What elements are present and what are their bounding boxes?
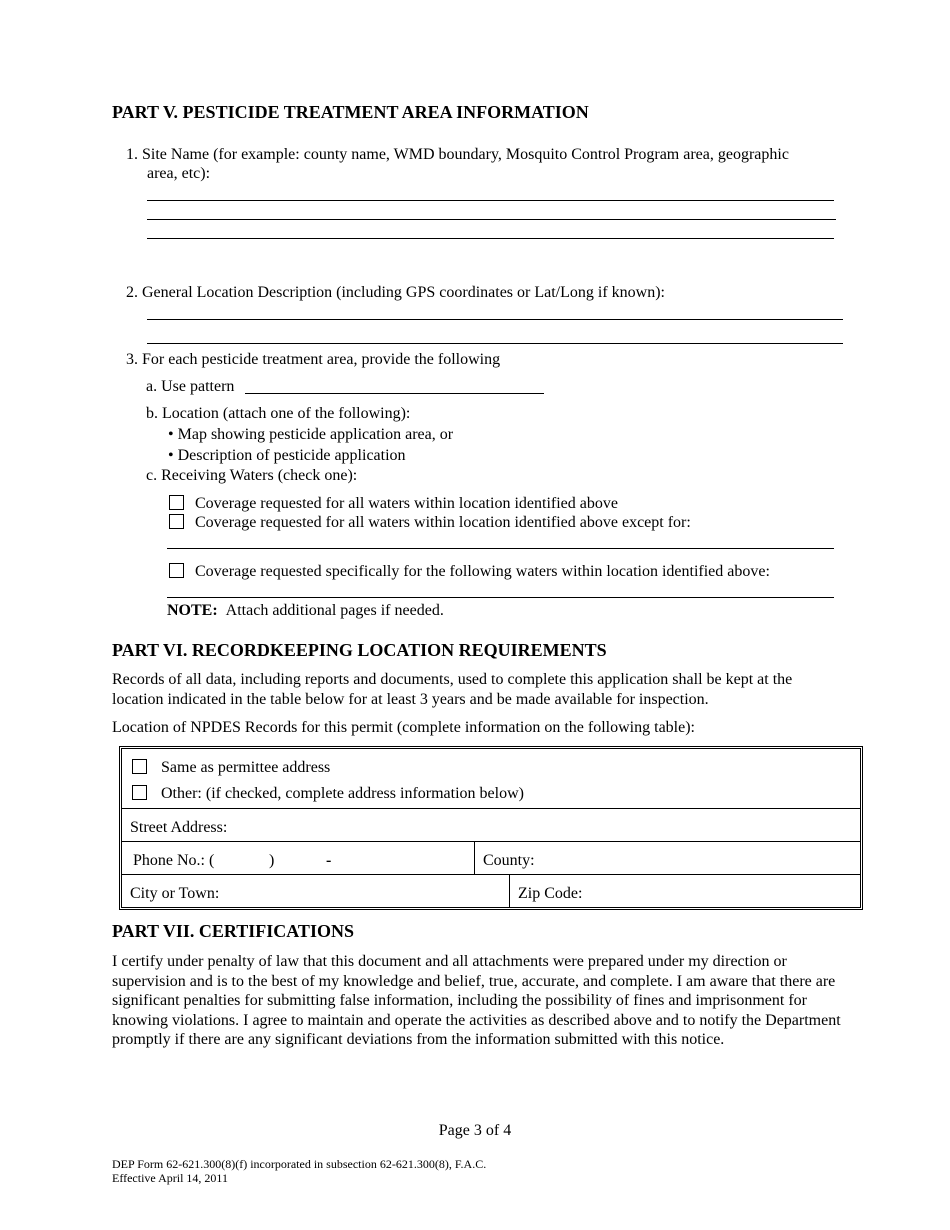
receiving-waters-label: c. Receiving Waters (check one): [146,467,358,484]
phone-label: Phone No.: ( [133,852,215,869]
same-as-permittee-checkbox[interactable] [132,759,147,774]
table-cell-divider [474,841,475,874]
page-number: Page 3 of 4 [438,1122,512,1139]
item1-label-continued: area, etc): [147,165,211,182]
note [167,601,444,620]
note-label: NOTE: [167,602,218,619]
table-cell-divider [509,874,510,907]
all-waters-label: Coverage requested for all waters within location identified above [195,495,618,512]
bullet-description-text: Description of pesticide application [177,447,406,464]
specific-waters-label: Coverage requested specifically for the following waters within location identified above: [195,563,770,580]
same-as-permittee-label: Same as permittee address [161,759,331,776]
phone-close-paren: ) [269,852,275,869]
certification-paragraph: I certify under penalty of law that this document and all attachments were prepared under my direction or supervision and is to the best of my knowledge and belief, true, accurate, and complete. I am aware that there are significant penalties for submitting false information, including the possibility of fines and imprisonment for knowing violations. I agree to maintain and operate the activities as described above and to notify the Department promptly if there are any significant deviations from the information submitted with this notice. [112,953,841,1048]
street-address-label: Street Address: [130,819,228,836]
records-paragraph: Records of all data, including reports and documents, used to complete this application shall be kept at the location indicated in the table below for at least 3 years and be made available for inspection. [112,671,793,708]
part6-heading: PART VI. RECORDKEEPING LOCATION REQUIREMENTS [112,640,607,660]
part5-heading: PART V. PESTICIDE TREATMENT AREA INFORMATION [112,102,589,122]
site-name-line-1[interactable] [147,200,834,201]
location-description-line-2[interactable] [147,343,843,344]
location-attach-label: b. Location (attach one of the following): [146,405,411,422]
table-divider [122,841,860,842]
item2-label: 2. General Location Description (including GPS coordinates or Lat/Long if known): [126,284,665,301]
records-location-table [119,746,863,910]
site-name-line-3[interactable] [147,238,834,239]
npdes-records-label: Location of NPDES Records for this permit (complete information on the following table): [112,719,695,736]
specific-waters-line[interactable] [167,597,834,598]
phone-dash: - [326,852,332,869]
item3-label: 3. For each pesticide treatment area, provide the following [126,351,501,368]
site-name-line-2[interactable] [147,219,836,220]
part7-heading: PART VII. CERTIFICATIONS [112,921,354,941]
bullet-description: • Description of pesticide application [168,447,406,464]
bullet-map: • Map showing pesticide application area, or [168,426,454,443]
form-citation: DEP Form 62-621.300(8)(f) incorporated in subsection 62-621.300(8), F.A.C. [112,1157,487,1171]
zip-label: Zip Code: [518,885,583,902]
other-address-label: Other: (if checked, complete address information below) [161,785,524,802]
item1-label: 1. Site Name (for example: county name, WMD boundary, Mosquito Control Program area, geographic [126,146,789,163]
all-waters-checkbox[interactable] [169,495,184,510]
effective-date: Effective April 14, 2011 [112,1171,228,1185]
all-waters-except-label: Coverage requested for all waters within location identified above except for: [195,514,691,531]
use-pattern-label: a. Use pattern [146,378,235,395]
use-pattern-line[interactable] [245,393,544,394]
table-divider [122,808,860,809]
county-label: County: [483,852,535,869]
except-waters-line[interactable] [167,548,834,549]
location-description-line-1[interactable] [147,319,843,320]
other-address-checkbox[interactable] [132,785,147,800]
bullet-map-text: Map showing pesticide application area, or [177,426,454,443]
table-divider [122,874,860,875]
specific-waters-checkbox[interactable] [169,563,184,578]
note-text: Attach additional pages if needed. [225,602,444,619]
all-waters-except-checkbox[interactable] [169,514,184,529]
city-label: City or Town: [130,885,220,902]
